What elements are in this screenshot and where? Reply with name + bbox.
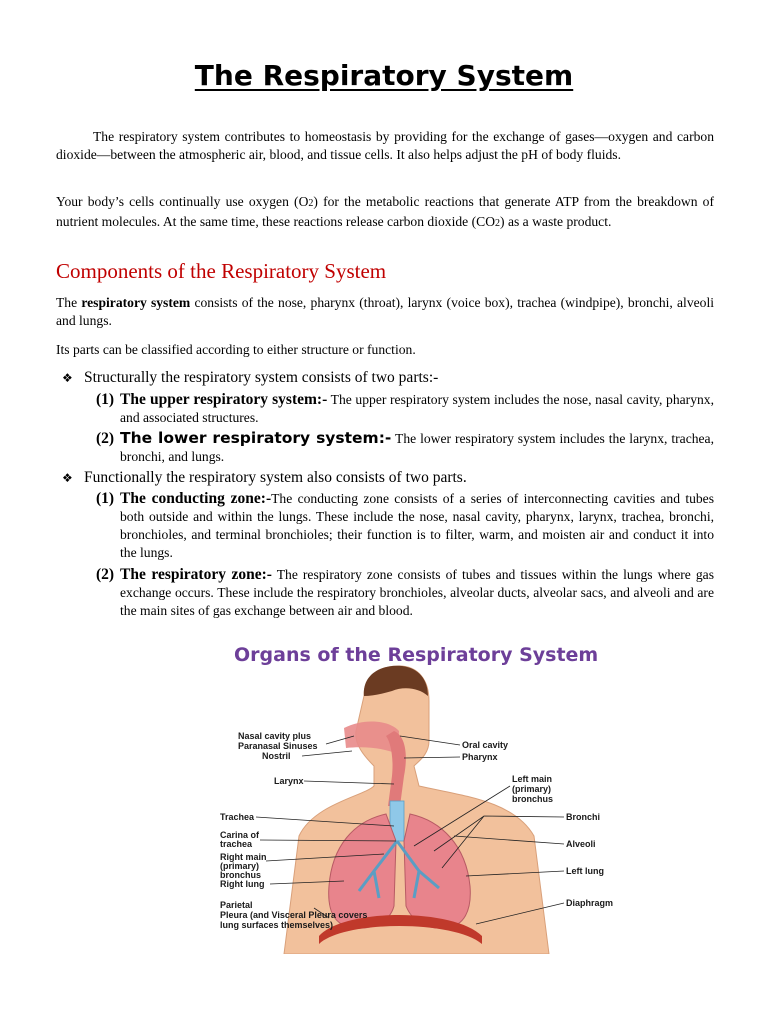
- label-left-primary: (primary): [512, 784, 552, 794]
- label-nasal-cavity: Nasal cavity plus: [238, 731, 312, 741]
- label-carina-trachea: trachea: [220, 839, 253, 849]
- list-item-lower-respiratory: The lower respiratory system:- The lower respiratory system includes the larynx, trachea, bronchi, and lungs.: [120, 429, 714, 464]
- list-number: (2): [96, 566, 115, 583]
- intro-paragraph-2: Your body’s cells continually use oxygen (O2) for the metabolic reactions that generate ATP from the breakdown of nutrient molecules. At the same time, these reactions release carbon dioxide (CO2) as a waste product.: [56, 194, 714, 229]
- section-heading: Components of the Respiratory System: [56, 259, 387, 283]
- label-nostril: Nostril: [262, 751, 291, 761]
- list-item-conducting-zone: The conducting zone:-The conducting zone consists of a series of interconnecting cavities and tubes both outside and within the lungs. These include the nose, nasal cavity, pharynx, larynx, trachea, bronchi, bronchioles, and terminal bronchioles; their function is to filter, warm, and moisten air and conduct it into the lungs.: [120, 490, 715, 560]
- respiratory-organs-diagram: [214, 636, 616, 954]
- label-right-main: Right main: [220, 852, 267, 862]
- label-right-bronchus: bronchus: [220, 870, 262, 880]
- list-number: (1): [96, 490, 115, 507]
- label-diaphragm: Diaphragm: [566, 898, 614, 908]
- label-bronchi: Bronchi: [566, 812, 601, 822]
- page-title: The Respiratory System: [194, 59, 574, 92]
- intro-paragraph-1: The respiratory system contributes to homeostasis by providing for the exchange of gases—oxygen and carbon dioxide—between the atmospheric air, blood, and tissue cells. It also helps adjust the pH of body fluids.: [56, 129, 714, 162]
- list-item-respiratory-zone: The respiratory zone:- The respiratory zone consists of tubes and tissues within the lungs where gas exchange occurs. These include the respiratory bronchioles, alveolar ducts, alveolar sacs, and alveoli and are the main sites of gas exchange between air and blood.: [120, 566, 714, 618]
- bullet-structural: ❖ Structurally the respiratory system consists of two parts:-: [62, 369, 439, 386]
- label-parietal: Parietal: [220, 900, 253, 910]
- label-larynx: Larynx: [274, 776, 304, 786]
- label-oral-cavity: Oral cavity: [462, 740, 509, 750]
- label-left-main: Left main: [512, 774, 553, 784]
- label-right-lung: Right lung: [220, 879, 265, 889]
- label-carina: Carina of: [220, 830, 260, 840]
- list-number: (2): [96, 430, 115, 447]
- diamond-bullet-icon: ❖: [62, 371, 73, 385]
- bullet-functional: ❖ Functionally the respiratory system also consists of two parts.: [62, 469, 467, 486]
- label-right-primary: (primary): [220, 861, 260, 871]
- label-pleura-surfaces: lung surfaces themselves): [220, 920, 334, 930]
- components-paragraph-1: The respiratory system consists of the nose, pharynx (throat), larynx (voice box), trachea (windpipe), bronchi, alveoli and lungs.: [56, 295, 715, 328]
- components-paragraph-2: Its parts can be classified according to either structure or function.: [56, 342, 416, 357]
- list-number: (1): [96, 391, 115, 408]
- label-pharynx: Pharynx: [462, 752, 498, 762]
- list-item-upper-respiratory: The upper respiratory system:- The upper respiratory system includes the nose, nasal cavity, pharynx, and associated structures.: [120, 391, 714, 425]
- label-trachea: Trachea: [220, 812, 255, 822]
- diamond-bullet-icon: ❖: [62, 471, 73, 485]
- label-left-lung: Left lung: [566, 866, 604, 876]
- label-alveoli: Alveoli: [566, 839, 596, 849]
- label-paranasal-sinuses: Paranasal Sinuses: [238, 741, 318, 751]
- label-pleura: Pleura (and Visceral Pleura covers: [220, 910, 368, 920]
- diagram-title: Organs of the Respiratory System: [234, 644, 599, 666]
- label-left-bronchus: bronchus: [512, 794, 554, 804]
